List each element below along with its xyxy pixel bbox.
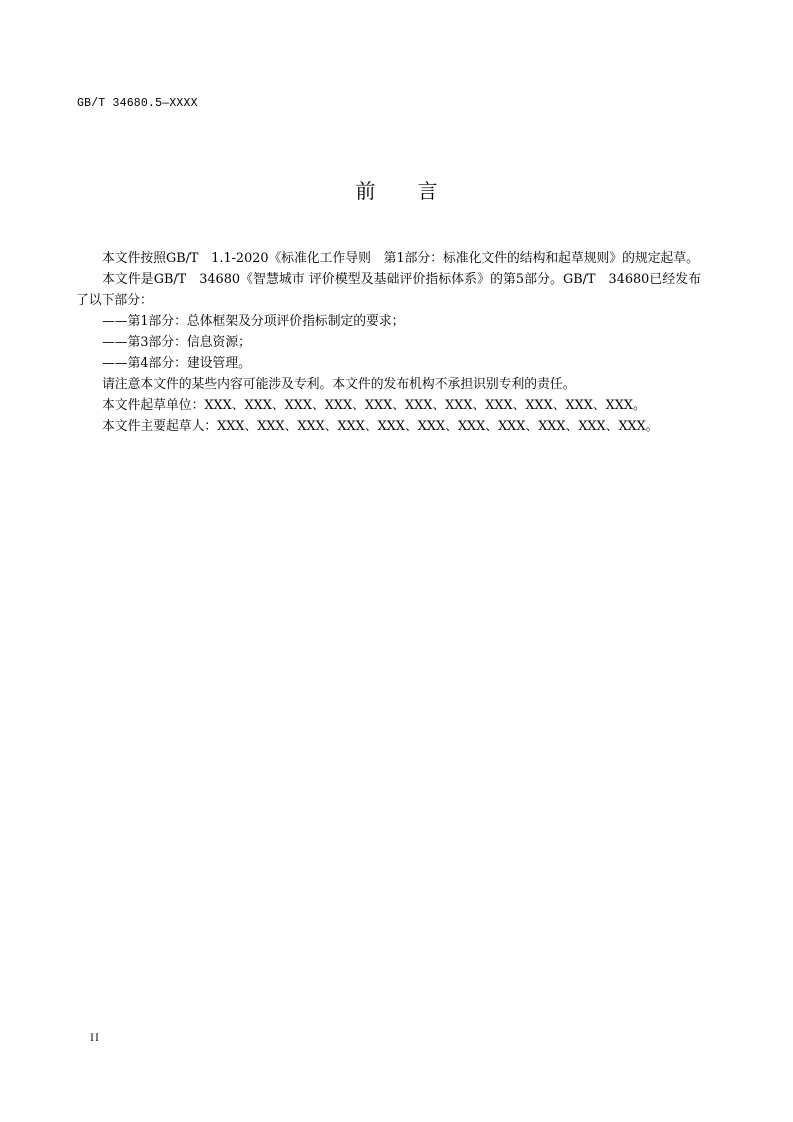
page-title-char-1: 前 [355, 179, 376, 203]
list-item-part-4: ——第4部分：建设管理。 [102, 356, 251, 371]
foreword-body [76, 248, 701, 437]
paragraph-drafters: 本文件主要起草人：XXX、XXX、XXX、XXX、XXX、XXX、XXX、XXX、XXX、XXX、XXX。 [102, 419, 659, 434]
page-title [0, 178, 793, 204]
page-number: II [90, 1030, 100, 1044]
list-item-part-3: ——第3部分：信息资源； [102, 335, 251, 350]
standard-code-header: GB/T 34680.5—XXXX [77, 97, 198, 110]
paragraph-part-description: 本文件是GB/T 34680《智慧城市 评价模型及基础评价指标体系》的第5部分。GB/T 34680已经发布了以下部分： [76, 272, 701, 308]
paragraph-drafting-units: 本文件起草单位：XXX、XXX、XXX、XXX、XXX、XXX、XXX、XXX、XXX、XXX、XXX。 [102, 398, 646, 413]
list-item-part-1: ——第1部分：总体框架及分项评价指标制定的要求； [102, 314, 405, 329]
paragraph-patent-notice: 请注意本文件的某些内容可能涉及专利。本文件的发布机构不承担识别专利的责任。 [102, 377, 576, 392]
paragraph-drafting-rules: 本文件按照GB/T 1.1-2020《标准化工作导则 第1部分：标准化文件的结构和起草规则》的规定起草。 [102, 251, 699, 266]
page-title-char-2: 言 [417, 179, 438, 203]
